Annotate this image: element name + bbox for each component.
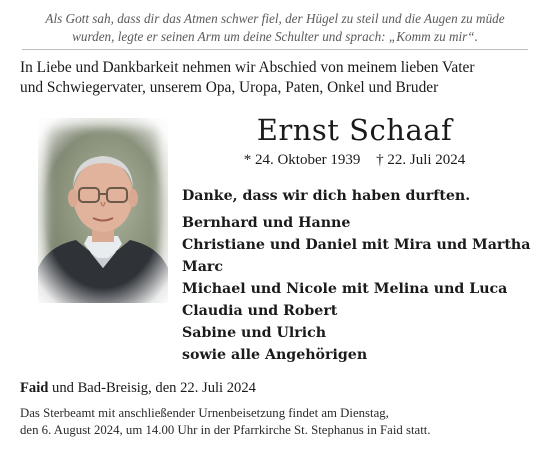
- life-dates: [182, 150, 527, 170]
- place-name: Faid: [20, 380, 49, 396]
- thanks-line: Danke, dass wir dich haben durften.: [182, 188, 471, 204]
- service-line-1: Das Sterbeamt mit anschließender Urnenbeisetzung findet am Dienstag,: [20, 406, 389, 420]
- deceased-name: Ernst Schaaf: [256, 113, 453, 147]
- intro-line-2: und Schwiegervater, unserem Opa, Uropa, Paten, Onkel und Bruder: [20, 79, 439, 96]
- mourner-item: sowie alle Angehörigen: [182, 347, 368, 363]
- mourners-list: [182, 212, 532, 366]
- place-and-date: [20, 378, 530, 398]
- mourner-item: Claudia und Robert: [182, 303, 338, 319]
- portrait-figure-icon: [38, 118, 168, 303]
- divider-line: [22, 49, 528, 50]
- mourner-item: Christiane und Daniel mit Mira und Martha: [182, 237, 531, 253]
- service-info: [20, 405, 540, 439]
- intro-line-1: In Liebe und Dankbarkeit nehmen wir Abschied von meinem lieben Vater: [20, 59, 475, 76]
- mourner-item: Bernhard und Hanne: [182, 215, 351, 231]
- mourner-item: Sabine und Ulrich: [182, 325, 327, 341]
- mourner-item: Michael und Nicole mit Melina und Luca: [182, 281, 508, 297]
- service-line-2: den 6. August 2024, um 14.00 Uhr in der Pfarrkirche St. Stephanus in Faid statt.: [20, 423, 431, 437]
- portrait-photo: [28, 110, 178, 310]
- mourner-item: Marc: [182, 259, 224, 275]
- birth-date: * 24. Oktober 1939: [243, 152, 361, 168]
- quote-line-1: Als Gott sah, dass dir das Atmen schwer fiel, der Hügel zu steil und die Augen zu müde: [45, 11, 505, 26]
- portrait-image: [38, 118, 168, 303]
- place-date-rest: und Bad-Breisig, den 22. Juli 2024: [48, 380, 256, 396]
- memorial-quote: [14, 10, 536, 46]
- quote-line-2: wurden, legte er seinen Arm um deine Schulter und sprach: „Komm zu mir“.: [72, 29, 478, 44]
- intro-text: [20, 58, 540, 98]
- death-date: † 22. Juli 2024: [376, 152, 466, 168]
